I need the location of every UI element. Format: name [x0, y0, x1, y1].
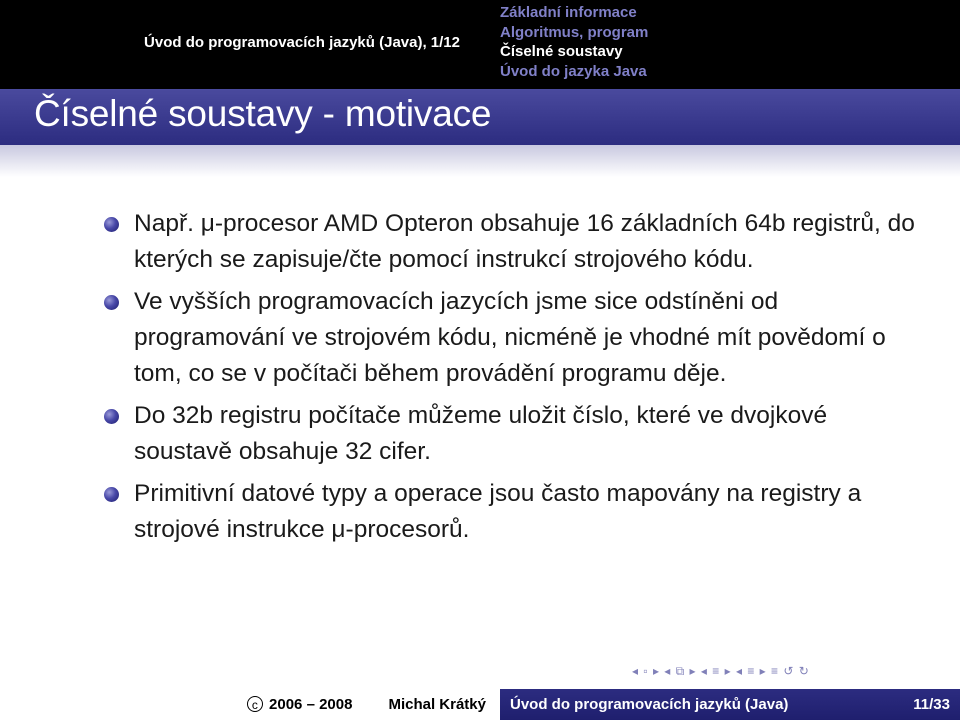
header-course-title[interactable]: Úvod do programovacích jazyků (Java), 1/12 [144, 34, 460, 51]
footer-copyright [247, 696, 353, 713]
bullet-item [104, 284, 924, 392]
top-navigation-bar [0, 0, 960, 89]
footer-course: Úvod do programovacích jazyků (Java) [510, 696, 789, 713]
bullet-text: Ve vyšších programovacích jazycích jsme sice odstíněni od programování ve strojovém kódu, nicméně je vhodné mít povědomí o tom, co se v počítači během provádění programu děje. [134, 288, 886, 387]
footer-years: 2006 – 2008 [269, 696, 353, 713]
section-link-basic-info[interactable]: Základní informace [500, 4, 637, 21]
bullet-icon [104, 409, 119, 424]
header-left [0, 0, 480, 89]
footer-bar [0, 689, 960, 720]
bullet-item [104, 476, 924, 548]
bullet-item [104, 206, 924, 278]
bullet-text: Např. μ-procesor AMD Opteron obsahuje 16 základních 64b registrů, do kterých se zapisuje/čte pomocí instrukcí strojového kódu. [134, 210, 915, 273]
beamer-navigation-symbols[interactable]: ◂ ▫ ▸ ◂ ⧉ ▸ ◂ ≡ ▸ ◂ ≡ ▸ ≡ ↺ ↻ [632, 664, 810, 678]
section-link-number-systems[interactable]: Číselné soustavy [500, 43, 623, 61]
bullet-text: Do 32b registru počítače můžeme uložit číslo, které ve dvojkové soustavě obsahuje 32 cifer. [134, 402, 828, 465]
bullet-item [104, 398, 924, 470]
footer-right [500, 689, 960, 720]
slide-title-bar [0, 89, 960, 145]
bullet-icon [104, 295, 119, 310]
bullet-icon [104, 217, 119, 232]
bullet-icon [104, 487, 119, 502]
footer-left [0, 689, 500, 720]
footer-author: Michal Krátký [388, 696, 486, 713]
bullet-text: Primitivní datové typy a operace jsou často mapovány na registry a strojové instrukce μ-procesorů. [134, 480, 862, 543]
slide-title: Číselné soustavy - motivace [34, 93, 492, 134]
section-link-algorithm[interactable]: Algoritmus, program [500, 23, 649, 41]
page-number: 11/33 [913, 696, 950, 713]
section-link-java-intro[interactable]: Úvod do jazyka Java [500, 62, 647, 80]
copyright-icon: c [247, 696, 263, 712]
section-navigation [500, 3, 648, 81]
slide-content [104, 206, 924, 554]
title-shadow [0, 145, 960, 177]
